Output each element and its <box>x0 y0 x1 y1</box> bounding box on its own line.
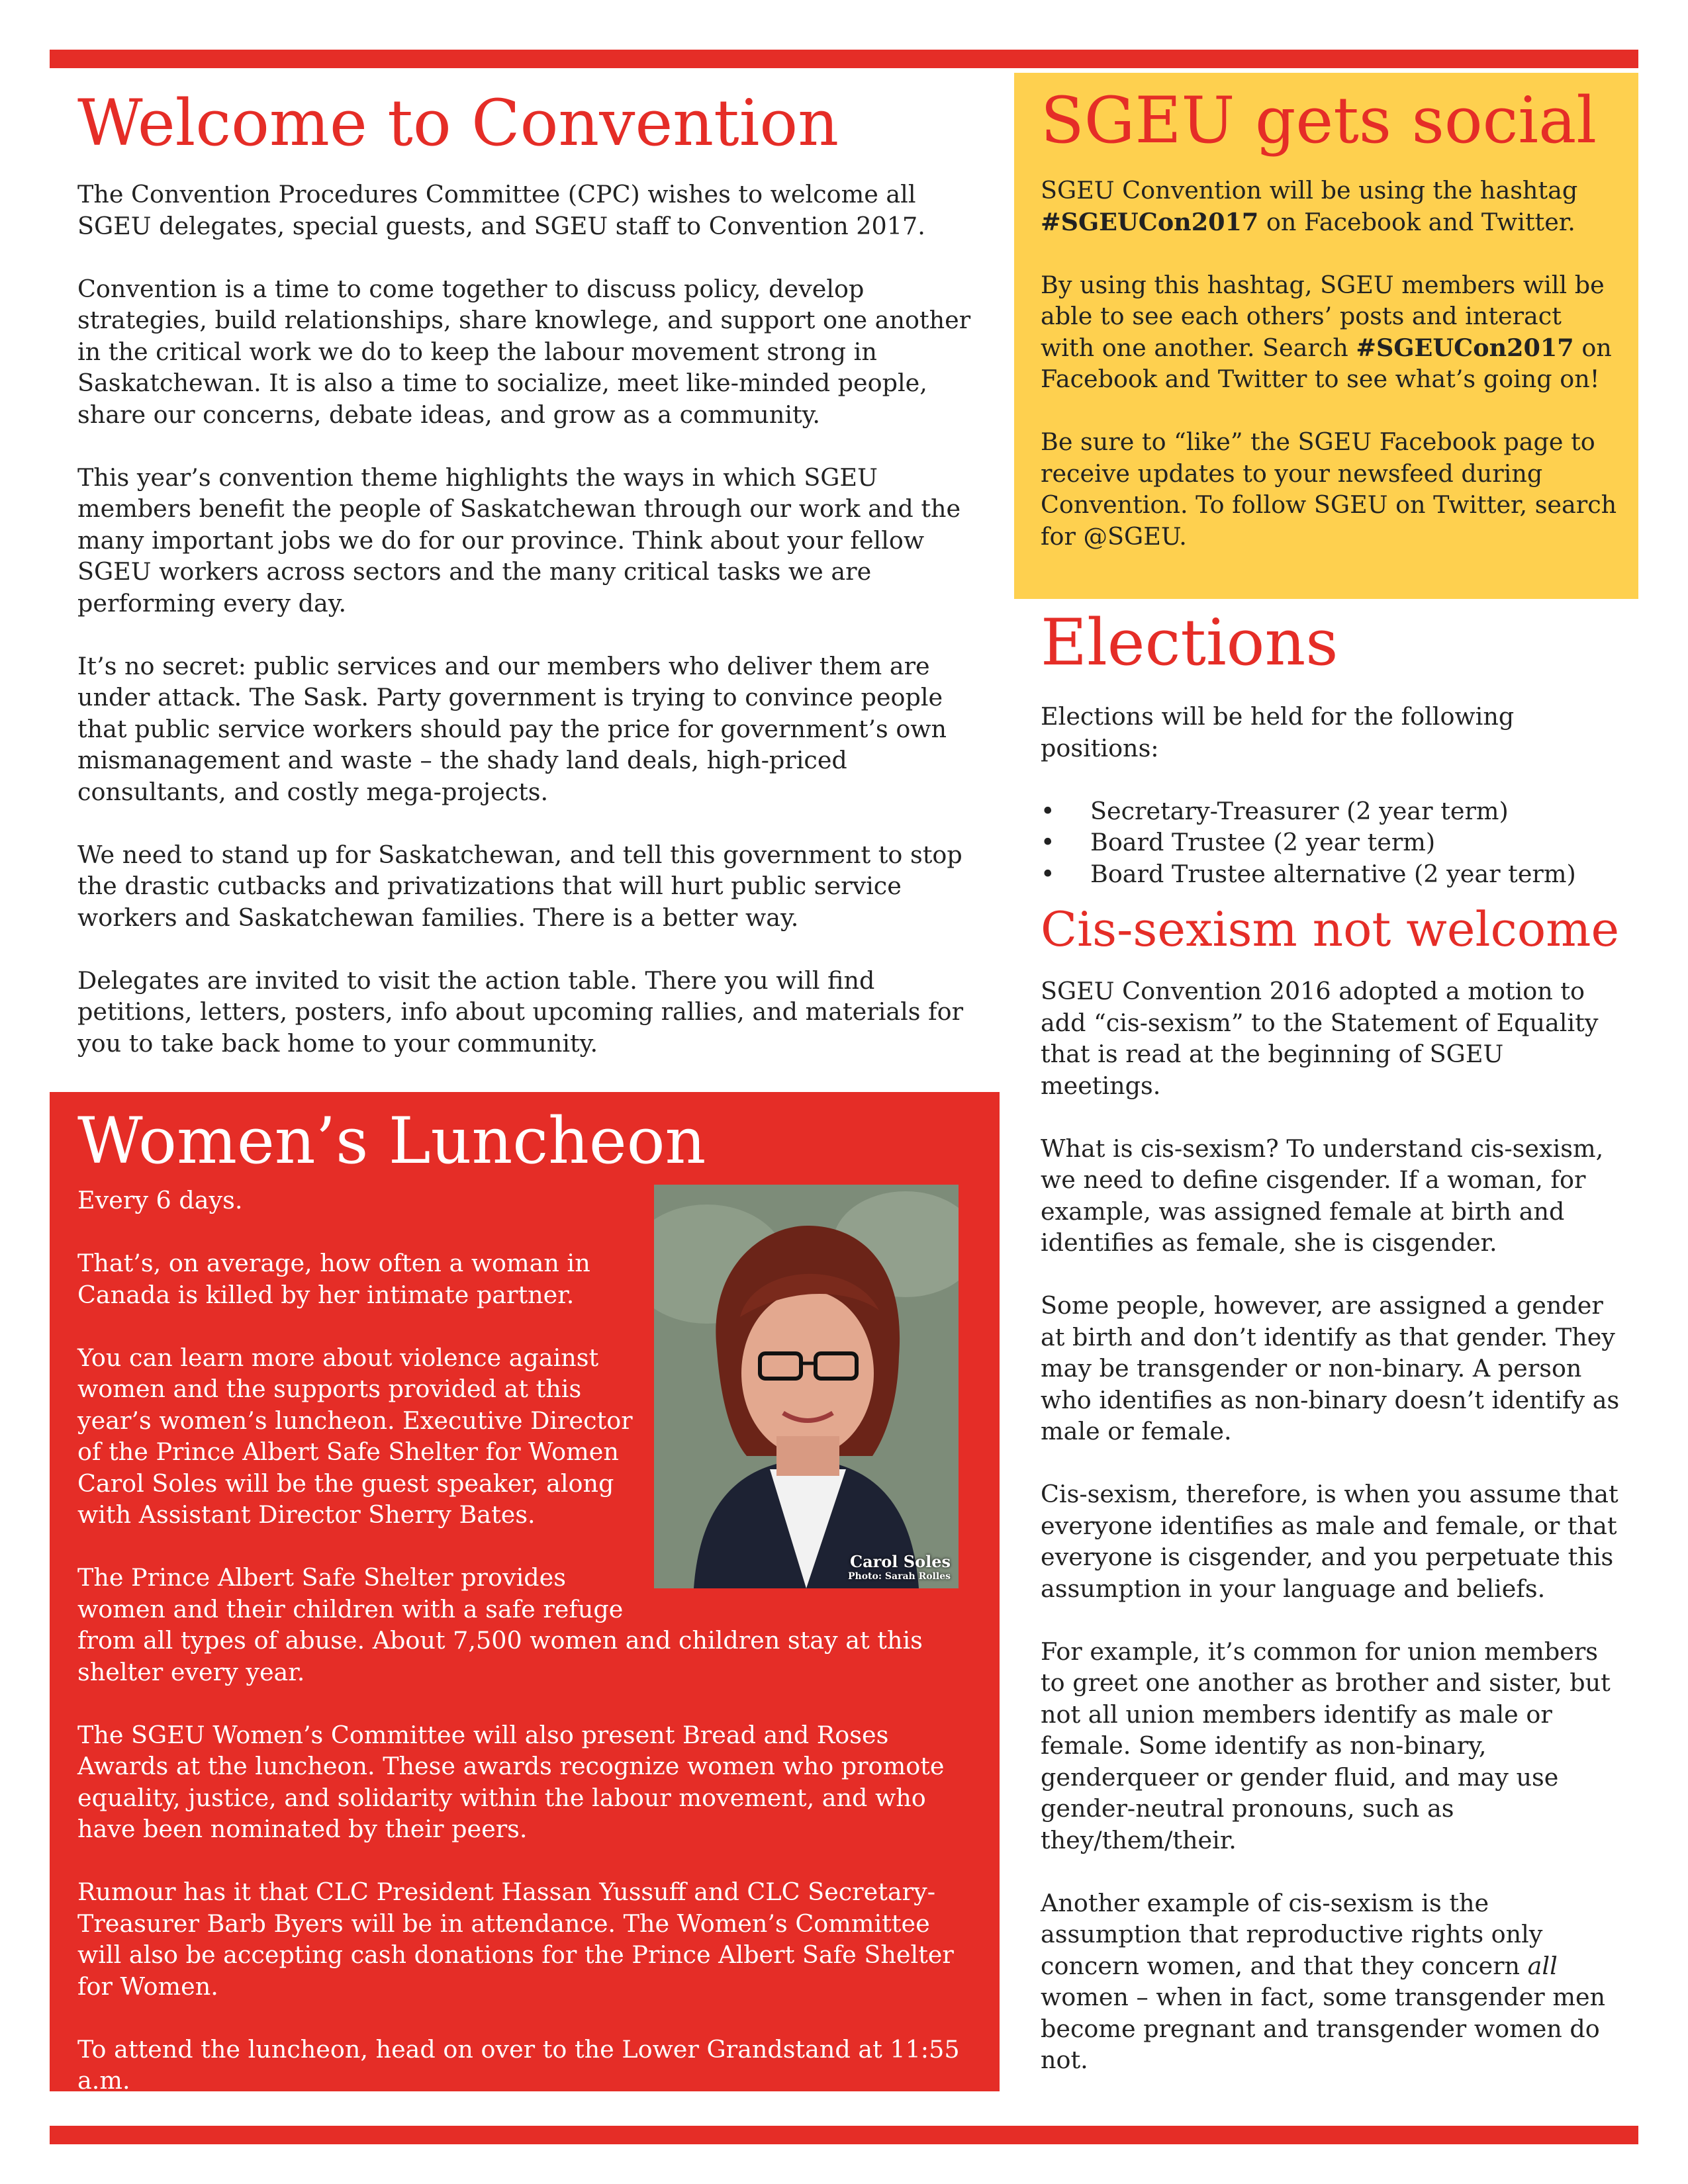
cis-paragraph: Some people, however, are assigned a gender at birth and don’t identify as that gender. They may be transgender or non-binary. A person who identifies as non-binary doesn’t identify as male or female. <box>1041 1291 1620 1445</box>
text-run: SGEU Convention will be using the hashtag <box>1041 176 1578 205</box>
photo-caption <box>848 1553 951 1582</box>
luncheon-title: Women’s Luncheon <box>77 1104 706 1178</box>
elections-body <box>1041 701 1618 889</box>
social-title: SGEU gets social <box>1041 83 1597 158</box>
luncheon-paragraph: The Prince Albert Safe Shelter provides women and their children with a safe refuge from all types of abuse. About 7,500 women and children stay at this shelter every year. <box>77 1563 923 1686</box>
cis-paragraph: For example, it’s common for union members to greet one another as brother and sister, but not all union members identify as male or female. Some identify as non-binary, genderqueer or gender fluid, and may use gender-neutral pronouns, such as they/them/their. <box>1041 1637 1611 1854</box>
bottom-red-rule <box>50 2126 1638 2144</box>
positions-list <box>1041 796 1618 890</box>
top-red-rule <box>50 50 1638 68</box>
cis-paragraph: SGEU Convention 2016 adopted a motion to add “cis-sexism” to the Statement of Equality that is read at the beginning of SGEU meetings. <box>1041 977 1599 1100</box>
welcome-paragraph: This year’s convention theme highlights the ways in which SGEU members benefit the people of Saskatchewan through our work and the many important jobs we do for our province. Think about your fellow SGEU workers across sectors and the many critical tasks we are performing every day. <box>77 463 961 617</box>
cis-paragraph: What is cis-sexism? To understand cis-sexism, we need to define cisgender. If a woman, for example, was assigned female at birth and identifies as female, she is cisgender. <box>1041 1134 1604 1257</box>
luncheon-paragraph: Every 6 days. <box>77 1186 243 1214</box>
right-column <box>1014 73 1638 2076</box>
luncheon-paragraph: The SGEU Women’s Committee will also present Bread and Roses Awards at the luncheon. These awards recognize women who promote equality, justice, and solidarity within the labour movement, and who have been nominated by their peers. <box>77 1720 945 1843</box>
social-paragraph: Be sure to “like” the SGEU Facebook page to receive updates to your newsfeed during Convention. To follow SGEU on Twitter, search for @SGEU. <box>1041 428 1617 551</box>
photo-credit: Photo: Sarah Rolles <box>848 1571 951 1582</box>
photo-caption-name: Carol Soles <box>849 1552 951 1571</box>
left-column <box>50 73 1000 2095</box>
elections-section <box>1014 599 1638 889</box>
welcome-paragraph: Convention is a time to come together to discuss policy, develop strategies, build relationships, share knowlege, and support one another in the critical work we do to keep the labour movement strong in Saskatchewan. It is also a time to socialize, meet like-minded people, share our concerns, debate ideas, and grow as a community. <box>77 274 971 429</box>
text-run: on Facebook and Twitter. <box>1258 207 1575 236</box>
welcome-section <box>50 73 1000 1059</box>
hashtag: #SGEUCon2017 <box>1356 333 1574 362</box>
list-item: • Board Trustee alternative (2 year term) <box>1041 858 1618 890</box>
cis-body <box>1041 976 1625 2076</box>
emphasis: all <box>1527 1951 1558 1980</box>
luncheon-body <box>77 1185 972 2097</box>
womens-luncheon-section <box>50 1092 1000 2095</box>
text-run: women – when in fact, some transgender men become pregnant and transgender women do not. <box>1041 1983 1606 2074</box>
luncheon-paragraph: Rumour has it that CLC President Hassan Yussuff and CLC Secretary-Treasurer Barb Byers will be in attendance. The Women’s Committee will also be accepting cash donations for the Prince Albert Safe Shelter for Women. <box>77 1878 954 2001</box>
welcome-paragraph: We need to stand up for Saskatchewan, and tell this government to stop the drastic cutbacks and privatizations that will hurt public service workers and Saskatchewan families. There is a better way. <box>77 840 962 932</box>
text-run: By using this hashtag, SGEU members will be able to see each others’ posts and interact with one another. Search <box>1041 270 1605 362</box>
luncheon-paragraph: That’s, on average, how often a woman in Canada is killed by her intimate partner. <box>77 1249 590 1309</box>
welcome-paragraph: The Convention Procedures Committee (CPC) wishes to welcome all SGEU delegates, special guests, and SGEU staff to Convention 2017. <box>77 180 925 240</box>
list-item: • Secretary-Treasurer (2 year term) <box>1041 796 1618 827</box>
social-paragraph <box>1041 175 1618 238</box>
cis-paragraph <box>1041 1888 1625 2076</box>
welcome-body <box>77 179 972 1059</box>
portrait-illustration <box>654 1185 959 1588</box>
luncheon-paragraph: To attend the luncheon, head on over to the Lower Grandstand at 11:55 a.m. <box>77 2034 960 2095</box>
social-body <box>1041 175 1618 552</box>
cis-paragraph: Cis-sexism, therefore, is when you assume that everyone identifies as male and female, or that everyone is cisgender, and you perpetuate this assumption in your language and beliefs. <box>1041 1480 1618 1603</box>
welcome-paragraph: It’s no secret: public services and our members who deliver them are under attack. The Sask. Party government is trying to convince people that public service workers should pay the price for government’s own mismanagement and waste – the shady land deals, high-priced consultants, and costly mega-projects. <box>77 651 947 806</box>
text-run: on Facebook and Twitter to see what’s going on! <box>1041 333 1612 393</box>
cis-sexism-section <box>1014 889 1638 2076</box>
text-run: Another example of cis-sexism is the assumption that reproductive rights only concern women, and that they concern <box>1041 1888 1543 1980</box>
list-item: • Board Trustee (2 year term) <box>1041 827 1618 858</box>
hashtag: #SGEUCon2017 <box>1041 207 1259 236</box>
cis-title: Cis-sexism not welcome <box>1041 901 1620 957</box>
social-paragraph <box>1041 269 1618 395</box>
carol-soles-photo <box>654 1185 959 1588</box>
elections-title: Elections <box>1041 606 1338 680</box>
elections-intro: Elections will be held for the following positions: <box>1041 702 1515 762</box>
sgeu-social-section <box>1014 73 1638 599</box>
welcome-title: Welcome to Convention <box>77 86 839 160</box>
welcome-paragraph: Delegates are invited to visit the action table. There you will find petitions, letters, posters, info about upcoming rallies, and materials for you to take back home to your community. <box>77 966 964 1058</box>
luncheon-paragraph: You can learn more about violence against women and the supports provided at this year’s women’s luncheon. Executive Director of the Prince Albert Safe Shelter for Women Carol Soles will be the guest speaker, along with Assistant Director Sherry Bates. <box>77 1343 633 1529</box>
